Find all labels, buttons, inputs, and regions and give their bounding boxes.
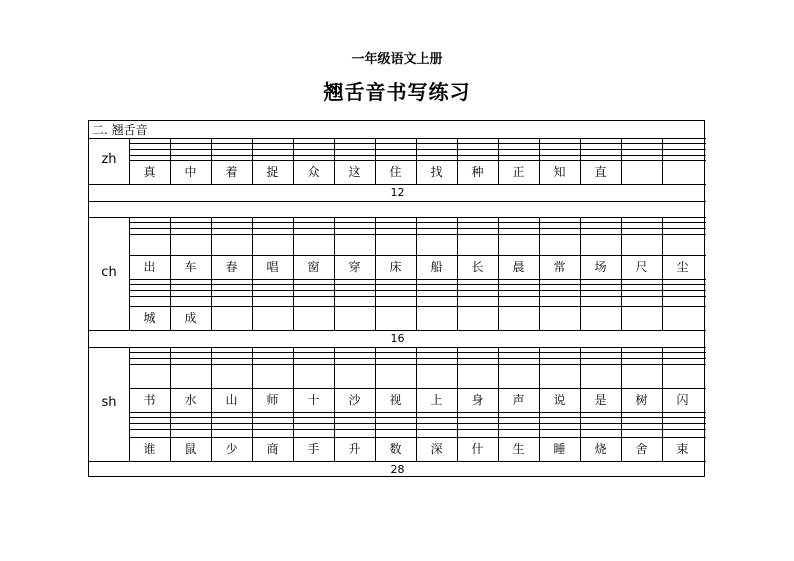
grid-line xyxy=(375,279,376,330)
pinyin-label-ch: ch xyxy=(101,265,117,280)
section-divider xyxy=(89,138,706,139)
practice-char: 什 xyxy=(471,442,484,456)
grid-line xyxy=(621,279,622,330)
grid-line xyxy=(129,222,706,223)
practice-char: 知 xyxy=(553,165,566,179)
grid-line xyxy=(89,184,706,185)
practice-char: 是 xyxy=(594,393,607,407)
practice-char: 这 xyxy=(348,165,361,179)
grid-line xyxy=(621,138,622,184)
practice-char: 书 xyxy=(143,393,156,407)
subtitle: 一年级语文上册 xyxy=(351,52,443,67)
practice-char: 睡 xyxy=(553,442,566,456)
practice-char: 沙 xyxy=(348,393,361,407)
grid-line xyxy=(129,234,706,235)
grid-line xyxy=(129,143,706,144)
grid-line xyxy=(89,330,706,331)
grid-line xyxy=(89,461,706,462)
practice-char: 真 xyxy=(143,165,156,179)
pinyin-label-sh: sh xyxy=(101,395,117,410)
practice-char: 直 xyxy=(594,165,607,179)
count-ch: 16 xyxy=(390,332,405,345)
count-sh: 28 xyxy=(390,463,405,476)
practice-char: 场 xyxy=(594,260,607,274)
practice-char: 种 xyxy=(471,165,484,179)
practice-char: 生 xyxy=(512,442,525,456)
practice-char: 升 xyxy=(348,442,361,456)
practice-char: 着 xyxy=(225,165,238,179)
practice-char: 师 xyxy=(266,393,279,407)
grid-line xyxy=(211,279,212,330)
practice-char: 数 xyxy=(389,442,402,456)
grid-line xyxy=(129,429,706,430)
practice-char: 十 xyxy=(307,393,320,407)
grid-line xyxy=(129,155,706,156)
practice-char: 商 xyxy=(266,442,279,456)
practice-char: 少 xyxy=(225,442,238,456)
count-zh: 12 xyxy=(390,186,405,199)
practice-char: 床 xyxy=(389,260,402,274)
practice-char: 长 xyxy=(471,260,484,274)
practice-char: 烧 xyxy=(594,442,607,456)
grid-line xyxy=(580,279,581,330)
practice-char: 山 xyxy=(225,393,238,407)
practice-char: 车 xyxy=(184,260,197,274)
writing-practice-sheet xyxy=(88,120,705,477)
practice-char: 谁 xyxy=(143,442,156,456)
pinyin-label-zh: zh xyxy=(101,152,117,167)
grid-line xyxy=(129,388,706,389)
practice-char: 闪 xyxy=(676,393,689,407)
grid-line xyxy=(129,412,706,413)
grid-line xyxy=(129,358,706,359)
practice-char: 尺 xyxy=(635,260,648,274)
grid-line xyxy=(89,217,706,218)
grid-line xyxy=(662,138,663,184)
practice-char: 出 xyxy=(143,260,156,274)
practice-char: 穿 xyxy=(348,260,361,274)
practice-char: 舍 xyxy=(635,442,648,456)
grid-line xyxy=(129,306,706,307)
page-title: 翘舌音书写练习 xyxy=(323,80,471,104)
grid-line xyxy=(539,279,540,330)
grid-line xyxy=(129,228,706,229)
grid-line xyxy=(129,437,706,438)
practice-char: 手 xyxy=(307,442,320,456)
grid-line xyxy=(129,255,706,256)
practice-char: 束 xyxy=(676,442,689,456)
practice-char: 唱 xyxy=(266,260,279,274)
grid-line xyxy=(252,279,253,330)
grid-line xyxy=(129,284,706,285)
practice-char: 尘 xyxy=(676,260,689,274)
practice-char: 找 xyxy=(430,165,443,179)
practice-char: 城 xyxy=(143,311,156,325)
grid-line xyxy=(129,160,706,161)
grid-line xyxy=(129,417,706,418)
practice-char: 树 xyxy=(635,393,648,407)
practice-char: 上 xyxy=(430,393,443,407)
grid-line xyxy=(129,352,706,353)
grid-line xyxy=(129,296,706,297)
grid-line xyxy=(416,279,417,330)
practice-char: 说 xyxy=(553,393,566,407)
grid-line xyxy=(129,364,706,365)
practice-char: 鼠 xyxy=(184,442,197,456)
practice-char: 成 xyxy=(184,311,197,325)
grid-line xyxy=(129,149,706,150)
practice-char: 声 xyxy=(512,393,525,407)
grid-line xyxy=(129,423,706,424)
grid-line xyxy=(662,279,663,330)
grid-line xyxy=(334,279,335,330)
practice-char: 视 xyxy=(389,393,402,407)
grid-line xyxy=(89,201,706,202)
practice-char: 众 xyxy=(307,165,320,179)
practice-char: 春 xyxy=(225,260,238,274)
section-label: 二. 翘舌音 xyxy=(92,123,148,137)
grid-line xyxy=(457,279,458,330)
grid-line xyxy=(129,279,706,280)
practice-char: 水 xyxy=(184,393,197,407)
practice-char: 正 xyxy=(512,165,525,179)
grid-line xyxy=(498,279,499,330)
grid-line xyxy=(293,279,294,330)
practice-char: 住 xyxy=(389,165,402,179)
practice-char: 身 xyxy=(471,393,484,407)
practice-char: 窗 xyxy=(307,260,320,274)
grid-line xyxy=(89,347,706,348)
practice-char: 晨 xyxy=(512,260,525,274)
practice-char: 捉 xyxy=(266,165,279,179)
practice-char: 常 xyxy=(553,260,566,274)
practice-char: 中 xyxy=(184,165,197,179)
grid-line xyxy=(129,290,706,291)
practice-char: 深 xyxy=(430,442,443,456)
practice-char: 船 xyxy=(430,260,443,274)
